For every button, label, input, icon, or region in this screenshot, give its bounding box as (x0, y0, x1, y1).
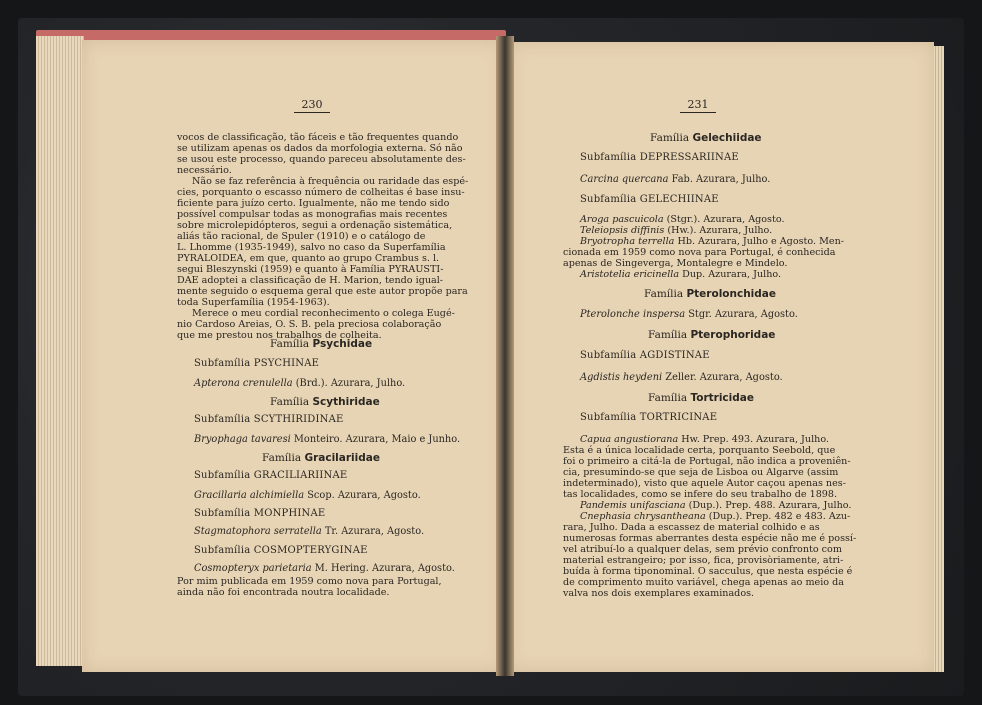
text-line: foi o primeiro a citá-la de Portugal, não indica a proveniên- (563, 456, 851, 467)
subfamily-heading: Subfamília GELECHIINAE (580, 194, 719, 205)
family-heading: Família Scythiridae (270, 396, 380, 408)
text-line: PYRALOIDEA, em que, quanto ao grupo Crambus s. l. (177, 253, 440, 264)
text-line: numerosas formas aberrantes desta espécie não me é possí- (563, 533, 857, 544)
species-entry: Aroga pascuicola (Stgr.). Azurara, Agosto. (580, 214, 785, 225)
page-number-right: 231 (680, 98, 716, 113)
subfamily-heading: Subfamília MONPHINAE (194, 508, 326, 519)
species-entry: Cosmopteryx parietaria M. Hering. Azurara, Agosto. (194, 563, 455, 574)
text-line: ainda não foi encontrada noutra localidade. (177, 587, 390, 598)
text-line: material estrangeiro; por isso, fica, provisòriamente, atri- (563, 555, 844, 566)
text-line: vel atribuí-lo a qualquer delas, sem prévio confronto com (563, 544, 842, 555)
right-page (508, 42, 934, 672)
text-line: cionada em 1959 como nova para Portugal, é conhecida (563, 247, 836, 258)
species-entry: Pandemis unifasciana (Dup.). Prep. 488. Azurara, Julho. (580, 500, 852, 511)
text-line: vocos de classificação, tão fáceis e tão frequentes quando (177, 132, 459, 143)
species-entry: Bryotropha terrella Hb. Azurara, Julho e Agosto. Men- (580, 236, 845, 247)
family-heading: Família Tortricidae (648, 392, 754, 404)
text-line: nio Cardoso Areias, O. S. B. pela preciosa colaboração (177, 319, 442, 330)
text-line: cia, presumindo-se que seja de Lisboa ou Algarve (assim (563, 467, 839, 478)
text-line: Não se faz referência à frequência ou raridade das espé- (192, 176, 469, 187)
text-line: toda Superfamília (1954-1963). (177, 297, 330, 308)
family-heading: Família Pterolonchidae (644, 288, 777, 300)
text-line: se utilizam apenas os dados da morfologia externa. Só não (177, 143, 463, 154)
species-entry: Teleiopsis diffinis (Hw.). Azurara, Julho. (580, 225, 773, 236)
left-page (82, 40, 504, 672)
species-entry: Apterona crenulella (Brd.). Azurara, Julho. (194, 378, 406, 389)
text-line: L. Lhomme (1935-1949), salvo no caso da Superfamília (177, 242, 446, 253)
family-heading: Família Gelechiidae (650, 132, 762, 144)
subfamily-heading: Subfamília AGDISTINAE (580, 350, 710, 361)
subfamily-heading: Subfamília PSYCHINAE (194, 358, 320, 369)
text-line: Merece o meu cordial reconhecimento o colega Eugé- (192, 308, 455, 319)
species-entry: Cnephasia chrysantheana (Dup.). Prep. 482 e 483. Azu- (580, 511, 851, 522)
text-line: Esta é a única localidade certa, porquanto Seebold, que (563, 445, 836, 456)
subfamily-heading: Subfamília GRACILIARIINAE (194, 470, 348, 481)
subfamily-heading: Subfamília COSMOPTERYGINAE (194, 545, 368, 556)
species-entry: Carcina quercana Fab. Azurara, Julho. (580, 174, 771, 185)
species-entry: Capua angustiorana Hw. Prep. 493. Azurara, Julho. (580, 434, 829, 445)
text-line: sobre microlepidópteros, segui a ordenação sistemática, (177, 220, 453, 231)
text-line: DAE adoptei a classificação de H. Marion, tendo igual- (177, 275, 444, 286)
family-heading: Família Pterophoridae (648, 329, 776, 341)
species-entry: Agdistis heydeni Zeller. Azurara, Agosto. (580, 372, 783, 383)
family-heading: Família Psychidae (270, 338, 373, 350)
text-line: aliás tão racional, de Spuler (1910) e o catálogo de (177, 231, 426, 242)
text-line: buída à forma tiponominal. O sacculus, que nesta espécie é (563, 566, 853, 577)
text-line: mente seguido o esquema geral que este autor propõe para (177, 286, 468, 297)
species-entry: Pterolonche inspersa Stgr. Azurara, Agosto. (580, 309, 798, 320)
text-line: de comprimento muito variável, chega apenas ao meio da (563, 577, 844, 588)
text-line: rara, Julho. Dada a escassez de material colhido e as (563, 522, 820, 533)
subfamily-heading: Subfamília DEPRESSARIINAE (580, 152, 739, 163)
subfamily-heading: Subfamília TORTRICINAE (580, 412, 718, 423)
species-entry: Gracillaria alchimiella Scop. Azurara, Agosto. (194, 490, 421, 501)
text-line: apenas de Singeverga, Montalegre e Mindelo. (563, 258, 788, 269)
text-line: tas localidades, como se infere do seu trabalho de 1898. (563, 489, 838, 500)
text-line: Por mim publicada em 1959 como nova para Portugal, (177, 576, 442, 587)
species-entry: Stagmatophora serratella Tr. Azurara, Agosto. (194, 526, 425, 537)
text-line: cies, porquanto o escasso número de colheitas é base insu- (177, 187, 465, 198)
text-line: necessário. (177, 165, 232, 176)
text-line: que me prestou nos trabalhos de colheita. (177, 330, 382, 341)
book-gutter (496, 36, 514, 676)
subfamily-heading: Subfamília SCYTHIRIDINAE (194, 414, 344, 425)
species-entry: Bryophaga tavaresi Monteiro. Azurara, Maio e Junho. (194, 434, 461, 445)
text-line: possível compulsar todas as monografias mais recentes (177, 209, 448, 220)
species-entry: Aristotelia ericinella Dup. Azurara, Julho. (580, 269, 782, 280)
page-number-left: 230 (294, 98, 330, 113)
text-line: ficiente para juízo certo. Igualmente, não me tendo sido (177, 198, 450, 209)
text-line: segui Bleszynski (1959) e quanto à Família PYRAUSTI- (177, 264, 444, 275)
text-line: se usou este processo, quando pareceu absolutamente des- (177, 154, 466, 165)
left-page-stack (36, 36, 84, 666)
text-line: valva nos dois exemplares examinados. (563, 588, 755, 599)
family-heading: Família Gracilariidae (262, 452, 380, 464)
text-line: indeterminado), visto que aquele Autor caçou apenas nes- (563, 478, 846, 489)
